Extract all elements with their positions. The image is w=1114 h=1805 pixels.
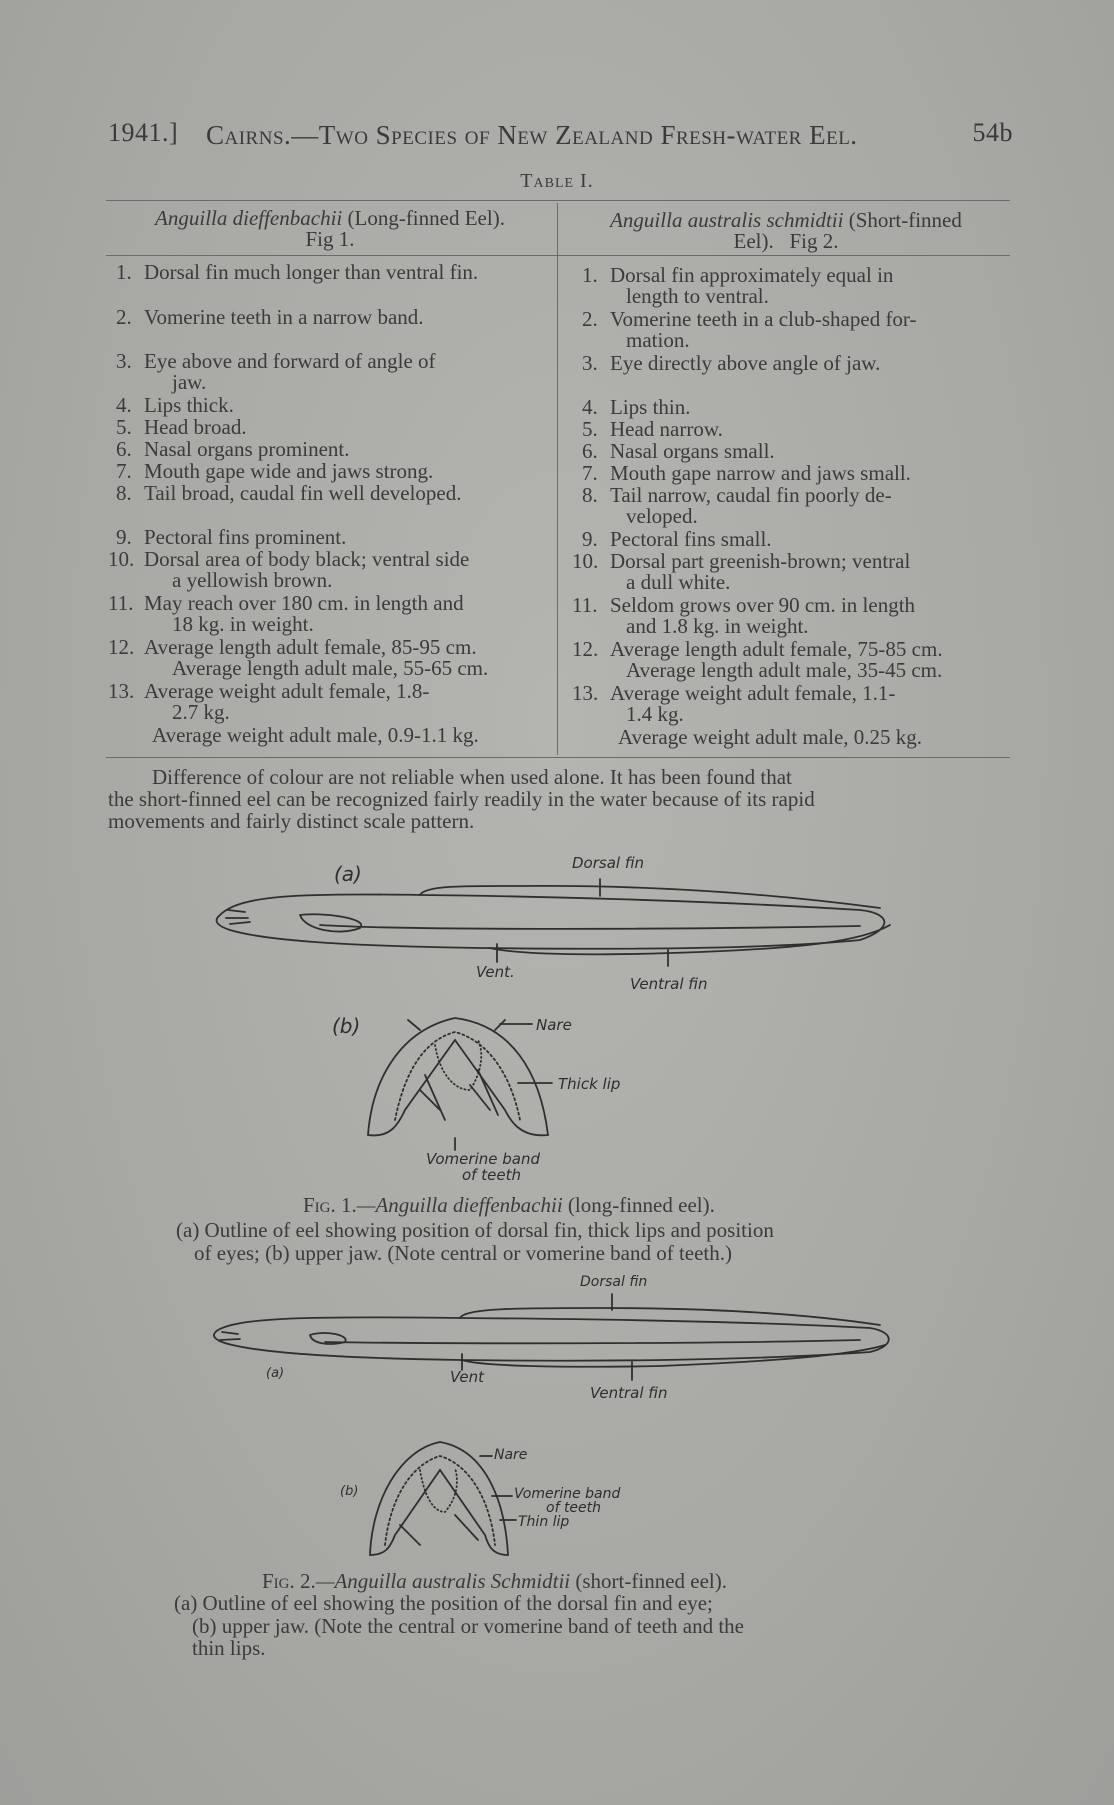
left-common-name: (Long-finned Eel). <box>347 206 505 230</box>
row-text: Mouth gape narrow and jaws small. <box>610 461 911 485</box>
row-number: 2. <box>582 307 598 331</box>
row-number: 7. <box>116 459 132 483</box>
row-text-continued: mation. <box>626 328 690 352</box>
left-species-name: Anguilla dieffenbachii <box>155 206 343 230</box>
row-number: 3. <box>582 351 598 375</box>
row-text: Pectoral fins prominent. <box>144 525 347 549</box>
row-number: 5. <box>116 415 132 439</box>
row-text-continued: 1.4 kg. <box>626 702 684 726</box>
fig1-label-ventral-fin: Ventral fin <box>630 975 708 993</box>
fig2-caption-line2: (a) Outline of eel showing the position of the dorsal fin and eye; <box>174 1591 713 1615</box>
header-year: 1941.] <box>108 118 179 147</box>
row-text: Tail broad, caudal fin well developed. <box>144 481 462 505</box>
row-number: 9. <box>582 527 598 551</box>
fig1-label-of-teeth: of teeth <box>462 1166 521 1184</box>
row-text-continued: length to ventral. <box>626 284 769 308</box>
fig2-caption-species: —Anguilla australis Schmidtii <box>315 1569 571 1593</box>
fig1-label-vomerine: Vomerine band <box>426 1150 540 1168</box>
fig2-label-a: (a) <box>266 1366 285 1381</box>
row-text: Average weight adult female, 1.1- <box>610 681 896 705</box>
fig2-label-ventral-fin: Ventral fin <box>590 1384 668 1402</box>
row-text: Dorsal area of body black; ventral side <box>144 547 470 571</box>
fig1-caption-line2: (a) Outline of eel showing position of dorsal fin, thick lips and position <box>176 1218 774 1242</box>
fig2-label-nare: Nare <box>494 1447 528 1463</box>
fig1-label-vent: Vent. <box>476 963 515 981</box>
row-text: Average weight adult male, 0.9-1.1 kg. <box>152 723 479 747</box>
row-text: Vomerine teeth in a club-shaped for- <box>610 307 917 331</box>
row-number: 8. <box>582 483 598 507</box>
row-number: 11. <box>572 593 598 617</box>
row-text: Average length adult female, 85-95 cm. <box>144 635 477 659</box>
row-text: Average weight adult male, 0.25 kg. <box>618 725 923 749</box>
row-text: Seldom grows over 90 cm. in length <box>610 593 916 617</box>
row-text: Head narrow. <box>610 417 723 441</box>
row-text-continued: Average length adult male, 35-45 cm. <box>626 658 943 682</box>
right-species-name: Anguilla australis schmidtii <box>610 208 844 232</box>
row-number: 10. <box>572 549 599 573</box>
left-fig-ref: Fig 1. <box>305 227 355 251</box>
row-text-continued: 2.7 kg. <box>172 700 230 724</box>
row-text: May reach over 180 cm. in length and <box>144 591 464 615</box>
paragraph-line: movements and fairly distinct scale pattern. <box>108 809 475 833</box>
header-title: Cairns.—Two Species of New Zealand Fresh-water Eel. <box>206 120 858 150</box>
row-text-continued: a yellowish brown. <box>172 568 333 592</box>
row-text-continued: jaw. <box>172 370 207 394</box>
fig2-label-thin-lip: Thin lip <box>518 1514 570 1530</box>
fig2-caption-line4: thin lips. <box>192 1636 266 1660</box>
fig2-label-b: (b) <box>340 1484 359 1499</box>
fig1-caption-line1 <box>303 1194 715 1217</box>
fig1-eel-outline <box>217 879 890 966</box>
fig1-label-dorsal-fin: Dorsal fin <box>572 854 645 872</box>
row-text-continued: Average length adult male, 55-65 cm. <box>172 656 489 680</box>
row-number: 6. <box>116 437 132 461</box>
row-text: Pectoral fins small. <box>610 527 772 551</box>
row-text: Lips thin. <box>610 395 691 419</box>
row-number: 11. <box>108 591 134 615</box>
right-common-name-cont: Eel). <box>733 229 774 253</box>
fig2-label-vomerine: Vomerine band <box>514 1486 621 1502</box>
row-text: Vomerine teeth in a narrow band. <box>144 305 424 329</box>
row-text-continued: veloped. <box>626 504 698 528</box>
fig2-label-of-teeth: of teeth <box>546 1500 602 1516</box>
fig1-upper-jaw <box>368 1018 552 1150</box>
row-number: 13. <box>572 681 599 705</box>
row-number: 9. <box>116 525 132 549</box>
fig2-caption-number: Fig. 2. <box>262 1569 316 1593</box>
fig2-eel-outline <box>214 1294 889 1380</box>
row-text-continued: a dull white. <box>626 570 731 594</box>
fig1-label-a: (a) <box>334 862 362 886</box>
row-number: 10. <box>108 547 135 571</box>
row-text: Average length adult female, 75-85 cm. <box>610 637 943 661</box>
row-number: 12. <box>572 637 599 661</box>
row-number: 2. <box>116 305 132 329</box>
fig1-caption-line3: of eyes; (b) upper jaw. (Note central or vomerine band of teeth.) <box>194 1241 733 1265</box>
row-text: Mouth gape wide and jaws strong. <box>144 459 434 483</box>
right-fig-ref: Fig 2. <box>789 229 839 253</box>
paragraph-line: Difference of colour are not reliable when used alone. It has been found that <box>152 765 792 789</box>
row-number: 13. <box>108 679 135 703</box>
fig2-label-dorsal-fin: Dorsal fin <box>580 1274 648 1290</box>
row-text: Dorsal fin much longer than ventral fin. <box>144 260 479 284</box>
row-number: 1. <box>116 260 132 284</box>
row-text: Eye above and forward of angle of <box>144 349 436 373</box>
row-number: 8. <box>116 481 132 505</box>
row-text-continued: 18 kg. in weight. <box>172 612 314 636</box>
header-page-number: 54b <box>972 118 1013 147</box>
row-number: 4. <box>582 395 598 419</box>
table-title: Table I. <box>520 170 594 192</box>
row-number: 6. <box>582 439 598 463</box>
fig2-label-vent: Vent <box>450 1368 484 1386</box>
fig1-caption-number: Fig. 1. <box>303 1193 357 1217</box>
row-text: Lips thick. <box>144 393 234 417</box>
paragraph-line: the short-finned eel can be recognized fairly readily in the water because of its rapid <box>108 787 815 811</box>
row-number: 5. <box>582 417 598 441</box>
row-text: Dorsal part greenish-brown; ventral <box>610 549 911 573</box>
fig1-label-b: (b) <box>332 1014 361 1038</box>
right-common-name: (Short-finned <box>848 208 962 232</box>
fig2-caption-common: (short-finned eel). <box>570 1569 727 1593</box>
row-text-continued: and 1.8 kg. in weight. <box>626 614 809 638</box>
row-text: Head broad. <box>144 415 247 439</box>
fig1-caption-species: —Anguilla dieffenbachii <box>356 1193 563 1217</box>
row-text: Tail narrow, caudal fin poorly de- <box>610 483 892 507</box>
row-text: Nasal organs small. <box>610 439 775 463</box>
row-text: Average weight adult female, 1.8- <box>144 679 430 703</box>
row-text: Nasal organs prominent. <box>144 437 350 461</box>
fig2-caption-line1 <box>262 1570 727 1593</box>
fig1-label-nare: Nare <box>536 1016 572 1034</box>
fig1-label-thick-lip: Thick lip <box>558 1075 621 1093</box>
row-number: 1. <box>582 263 598 287</box>
fig2-caption-line3: (b) upper jaw. (Note the central or vomerine band of teeth and the <box>192 1614 744 1638</box>
row-text: Eye directly above angle of jaw. <box>610 351 881 375</box>
row-number: 7. <box>582 461 598 485</box>
row-number: 3. <box>116 349 132 373</box>
row-number: 4. <box>116 393 132 417</box>
row-text: Dorsal fin approximately equal in <box>610 263 894 287</box>
row-number: 12. <box>108 635 135 659</box>
fig1-caption-common: (long-finned eel). <box>562 1193 715 1217</box>
